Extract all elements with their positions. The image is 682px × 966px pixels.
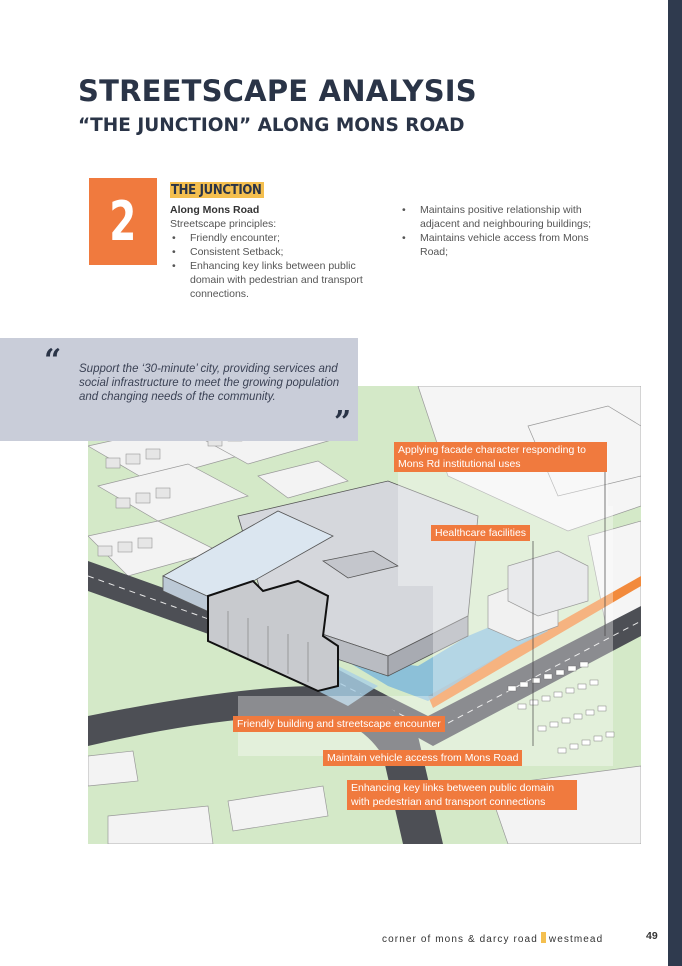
quote-open-mark: “ bbox=[44, 343, 62, 378]
principles-intro: Streetscape principles: bbox=[170, 218, 277, 230]
footer-address: corner of mons & darcy road bbox=[382, 934, 538, 945]
quote-text: Support the ‘30-minute’ city, providing services and social infrastructure to meet the growing population and changing needs of the community. bbox=[79, 363, 340, 403]
side-accent-bar bbox=[668, 0, 682, 966]
annotation-friendly-encounter: Friendly building and streetscape encounter bbox=[233, 716, 445, 732]
footer-suburb: westmead bbox=[548, 934, 604, 945]
principles-left-column bbox=[170, 203, 380, 301]
list-item: • Enhancing key links between public domain with pedestrian and transport connections. bbox=[170, 259, 380, 301]
list-item: • Friendly encounter; bbox=[170, 231, 380, 245]
list-item: • Maintains positive relationship with adjacent and neighbouring buildings; bbox=[400, 203, 605, 231]
principles-right-column bbox=[400, 203, 605, 259]
annotation-key-links: Enhancing key links between public domain with pedestrian and transport connections bbox=[347, 780, 577, 810]
section-number-badge: 2 bbox=[89, 178, 157, 265]
section-subheading: Along Mons Road bbox=[170, 204, 260, 216]
annotation-vehicle-access: Maintain vehicle access from Mons Road bbox=[323, 750, 522, 766]
principles-list-right bbox=[400, 203, 605, 259]
list-item: • Maintains vehicle access from Mons Road; bbox=[400, 231, 605, 259]
list-item: • Consistent Setback; bbox=[170, 245, 380, 259]
footer-separator bbox=[541, 932, 546, 943]
annotation-facade-character: Applying facade character responding to Mons Rd institutional uses bbox=[394, 442, 607, 472]
quote-close-mark: ” bbox=[334, 405, 352, 440]
annotation-healthcare: Healthcare facilities bbox=[431, 525, 530, 541]
footer-project-name bbox=[382, 932, 603, 945]
principles-list-left bbox=[170, 231, 380, 301]
section-heading: THE JUNCTION bbox=[171, 183, 262, 198]
page-number: 49 bbox=[646, 930, 658, 942]
page-title: STREETSCAPE ANALYSIS bbox=[78, 74, 477, 108]
page-subtitle: “THE JUNCTION” ALONG MONS ROAD bbox=[78, 115, 465, 136]
